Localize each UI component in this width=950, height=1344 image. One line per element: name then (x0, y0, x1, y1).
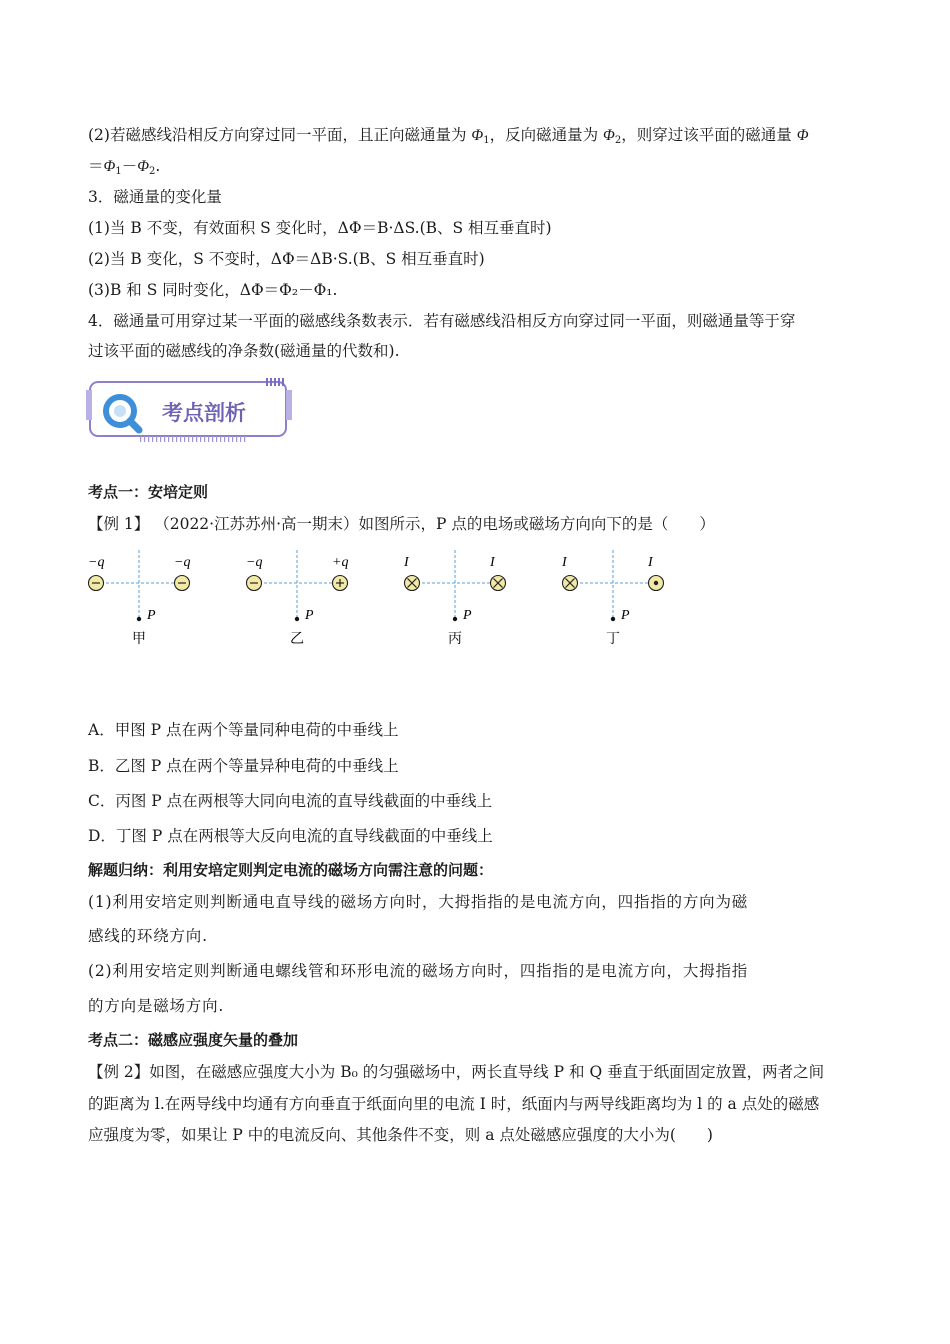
point-p-label: P (463, 608, 472, 623)
right-charge-icon (333, 576, 348, 591)
example-1-figure (80, 546, 700, 656)
section-4-line1: 4．磁通量可用穿过某一平面的磁感线条数表示．若有磁感线沿相反方向穿过同一平面，则磁通量等于穿 (88, 312, 796, 330)
example-2-line1: 【例 2】如图，在磁感应强度大小为 B₀ 的匀强磁场中，两长直导线 P 和 Q 垂直于纸面固定放置，两者之间 (88, 1063, 825, 1081)
point-p-dot (611, 617, 615, 621)
left-charge-icon (89, 576, 104, 591)
section-3-item-1: (1)当 B 不变，有效面积 S 变化时，ΔΦ＝B·ΔS.(B、S 相互垂直时) (88, 219, 552, 237)
left-charge-icon (247, 576, 262, 591)
example-1-prompt: 【例 1】 （2022·江苏苏州·高一期末）如图所示，P 点的电场或磁场方向向下的是（ ） (88, 515, 715, 533)
example-2-line2: 的距离为 l.在两导线中均通有方向垂直于纸面向里的电流 I 时，纸面内与两导线距离均为 l 的 a 点处的磁感 (88, 1095, 820, 1113)
point-p-dot (453, 617, 457, 621)
left-charge-icon (405, 576, 420, 591)
point-p-label: P (147, 608, 156, 623)
topic-1-heading: 考点一：安培定则 (88, 483, 209, 501)
section-banner (86, 378, 292, 444)
banner-title: 考点剖析 (162, 401, 246, 425)
right-label: I (490, 555, 495, 570)
section-3-heading: 3．磁通量的变化量 (88, 188, 222, 206)
example-2-line3: 应强度为零，如果让 P 中的电流反向、其他条件不变，则 a 点处磁感应强度的大小为( ) (88, 1126, 713, 1144)
summary-2-line1: (2)利用安培定则判断通电螺线管和环形电流的磁场方向时，四指指的是电流方向，大拇指指 (88, 962, 749, 980)
magnifier-icon (106, 397, 139, 430)
option-b: B．乙图 P 点在两个等量异种电荷的中垂线上 (88, 757, 399, 775)
option-a: A．甲图 P 点在两个等量同种电荷的中垂线上 (88, 721, 399, 739)
summary-1-line1: (1)利用安培定则判断通电直导线的磁场方向时，大拇指指的是电流方向，四指指的方向为磁 (88, 893, 749, 911)
topic-2-heading: 考点二：磁感应强度矢量的叠加 (88, 1031, 299, 1049)
intro-paragraph-2-line1: (2)若磁感线沿相反方向穿过同一平面，且正向磁通量为 $\Phi_1$，反向磁通量为 $\Phi_2$，则穿过该平面的磁通量 Φ (88, 126, 809, 146)
figure-panel-3 (403, 550, 506, 647)
point-p-dot (137, 617, 141, 621)
section-3-item-3: (3)B 和 S 同时变化，ΔΦ＝Φ₂－Φ₁. (88, 281, 338, 299)
right-charge-icon (649, 576, 664, 591)
option-d: D．丁图 P 点在两根等大反向电流的直导线截面的中垂线上 (88, 827, 493, 845)
section-3-item-2: (2)当 B 变化，S 不变时，ΔΦ＝ΔB·S.(B、S 相互垂直时) (88, 250, 485, 268)
figure-panel-1 (88, 550, 190, 647)
left-label: −q (88, 555, 105, 570)
left-charge-icon (563, 576, 578, 591)
summary-title: 解题归纳：利用安培定则判定电流的磁场方向需注意的问题： (88, 861, 494, 879)
panel-caption: 丁 (606, 631, 620, 647)
option-c: C．丙图 P 点在两根等大同向电流的直导线截面的中垂线上 (88, 792, 493, 810)
right-charge-icon (175, 576, 190, 591)
figure-panel-2 (246, 550, 348, 647)
section-4-line2: 过该平面的磁感线的净条数(磁通量的代数和). (88, 342, 400, 360)
point-p-dot (295, 617, 299, 621)
point-p-label: P (621, 608, 630, 623)
right-charge-icon (491, 576, 506, 591)
point-p-label: P (305, 608, 314, 623)
intro-paragraph-2-line2: $=\Phi_1-\Phi_2$. (88, 157, 161, 177)
figure-panel-4 (561, 550, 664, 647)
left-label: I (562, 555, 567, 570)
right-label: +q (332, 555, 349, 570)
panel-caption: 甲 (132, 631, 146, 647)
panel-caption: 乙 (290, 631, 304, 647)
summary-2-line2: 的方向是磁场方向. (88, 997, 225, 1015)
right-label: −q (174, 555, 191, 570)
left-label: −q (246, 555, 263, 570)
summary-1-line2: 感线的环绕方向. (88, 927, 208, 945)
panel-caption: 丙 (448, 631, 462, 647)
left-label: I (404, 555, 409, 570)
right-label: I (648, 555, 653, 570)
